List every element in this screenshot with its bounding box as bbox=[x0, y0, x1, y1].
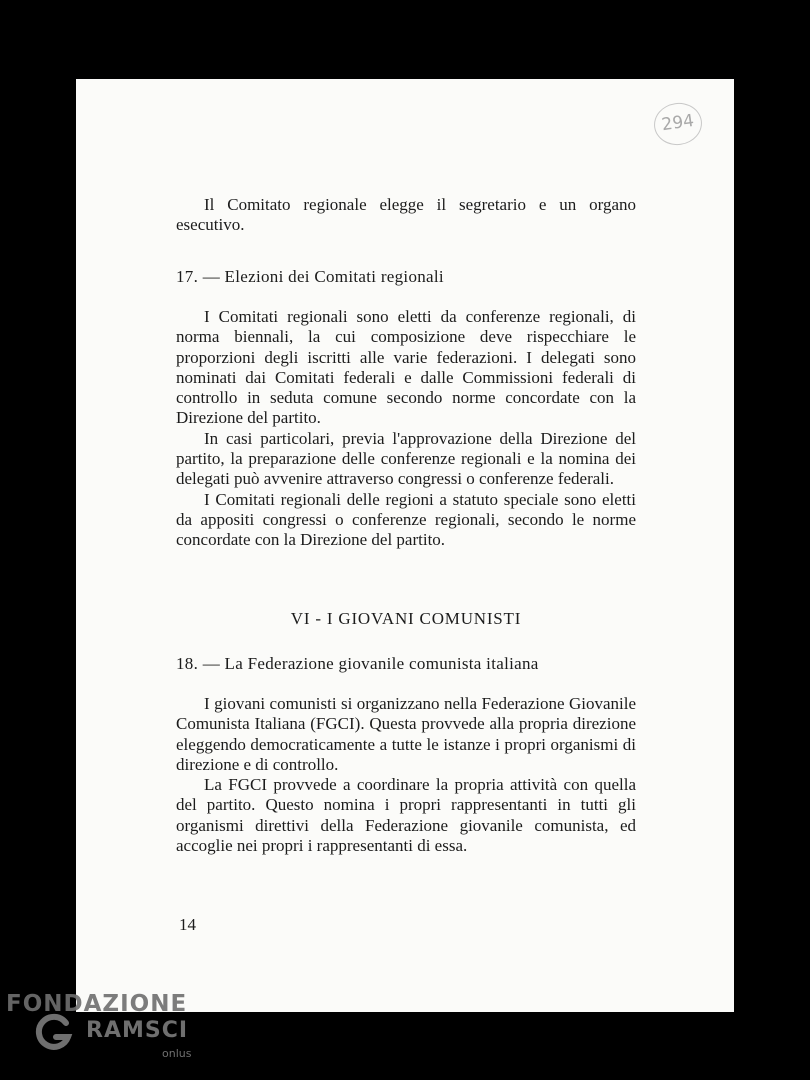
article-18-heading: 18. — La Federazione giovanile comunista italiana bbox=[176, 654, 539, 673]
handwritten-page-note: 294 bbox=[651, 100, 704, 148]
logo-onlus-label: onlus bbox=[162, 1047, 192, 1060]
logo-line-1: FONDAZIONE bbox=[6, 991, 188, 1017]
fondazione-gramsci-watermark-logo bbox=[0, 985, 230, 1080]
section-title: VI - I GIOVANI COMUNISTI bbox=[290, 609, 522, 628]
intro-paragraph-block bbox=[176, 195, 636, 236]
logo-line-2: RAMSCI bbox=[86, 1018, 189, 1043]
article-17-heading: 17. — Elezioni dei Comitati regionali bbox=[176, 267, 444, 286]
logo-g-icon bbox=[34, 1013, 74, 1053]
article-18-body bbox=[176, 694, 636, 856]
article-17-body bbox=[176, 307, 636, 551]
article-18-paragraph-1: I giovani comunisti si organizzano nella Federazione Giovanile Comunista Italiana (FGCI). Questa provvede alla propria direzione eleggendo democraticamente a tutte le istanze i propri organismi di direzione e di controllo. bbox=[176, 694, 636, 774]
page-number: 14 bbox=[179, 915, 196, 934]
article-18-paragraph-2: La FGCI provvede a coordinare la propria attività con quella del partito. Questo nomina i propri rappresentanti in tutti gli organismi direttivi della Federazione giovanile comunista, ed accoglie nei propri i rappresentanti di essa. bbox=[176, 775, 636, 856]
article-17-paragraph-3: I Comitati regionali delle regioni a statuto speciale sono eletti da appositi congressi o conferenze regionali, secondo le norme concordate con la Direzione del partito. bbox=[176, 489, 636, 550]
intro-paragraph: Il Comitato regionale elegge il segretario e un organo esecutivo. bbox=[176, 195, 636, 235]
article-17-paragraph-1: I Comitati regionali sono eletti da conferenze regionali, di norma biennali, la cui composizione deve rispecchiare le proporzioni degli iscritti alle varie federazioni. I delegati sono nominati dai Comitati federali e dalle Commissioni federali di controllo in seduta comune secondo norme concordate con la Direzione del partito. bbox=[176, 307, 636, 428]
document-page bbox=[76, 79, 734, 1012]
article-17-paragraph-2: In casi particolari, previa l'approvazione della Direzione del partito, la preparazione delle conferenze regionali e la nomina dei delegati può avvenire attraverso congressi o conferenze federali. bbox=[176, 428, 636, 489]
